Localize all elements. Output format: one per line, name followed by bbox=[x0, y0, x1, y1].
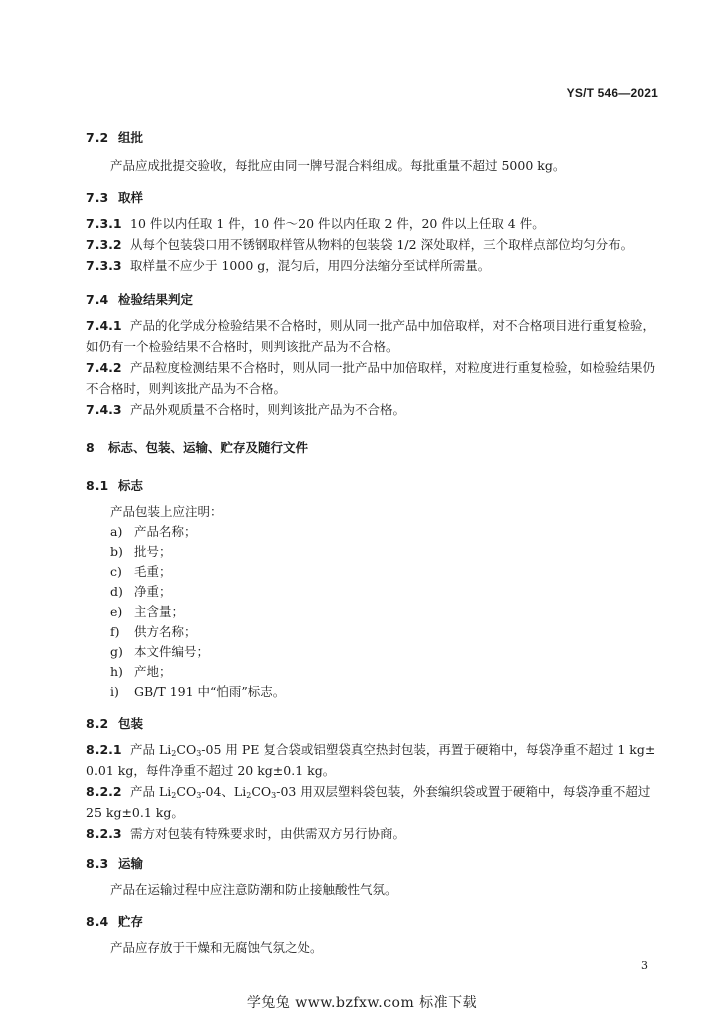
list-text: 批号； bbox=[134, 544, 172, 559]
list-marker: i) bbox=[110, 684, 119, 699]
heading-title: 贮存 bbox=[118, 914, 144, 929]
clause-7-4-1-cont: 如仍有一个检验结果不合格时，则判该批产品为不合格。 bbox=[86, 339, 399, 354]
list-marker: b) bbox=[110, 544, 123, 559]
heading-number: 8.1 bbox=[86, 478, 109, 493]
list-text: 供方名称； bbox=[134, 624, 197, 639]
list-item bbox=[110, 522, 197, 542]
page-number: 3 bbox=[641, 959, 648, 972]
paragraph-8-3: 产品在运输过程中应注意防潮和防止接触酸性气氛。 bbox=[110, 882, 398, 897]
clause-number: 7.4.2 bbox=[86, 360, 122, 375]
heading-8-1 bbox=[86, 476, 143, 494]
list-text: 净重； bbox=[134, 584, 172, 599]
heading-number: 8.2 bbox=[86, 716, 109, 731]
clause-7-4-2-cont: 不合格时，则判该批产品为不合格。 bbox=[86, 381, 287, 396]
subscript: 2 bbox=[171, 791, 177, 800]
clause-number: 7.4.3 bbox=[86, 402, 122, 417]
heading-number: 8.3 bbox=[86, 856, 109, 871]
list-item bbox=[110, 622, 197, 642]
list-marker: e) bbox=[110, 604, 123, 619]
clause-text: CO bbox=[176, 784, 197, 799]
subscript: 3 bbox=[196, 791, 202, 800]
clause-number: 7.3.3 bbox=[86, 258, 122, 273]
heading-title: 组批 bbox=[118, 130, 144, 145]
list-text: 毛重； bbox=[134, 564, 172, 579]
heading-title: 标志 bbox=[118, 478, 144, 493]
clause-text: CO bbox=[251, 784, 272, 799]
clause-number: 8.2.1 bbox=[86, 742, 122, 757]
paragraph-7-2: 产品应成批提交验收，每批应由同一牌号混合料组成。每批重量不超过 5000 kg。 bbox=[110, 158, 566, 173]
list-text: GB/T 191 中“怕雨”标志。 bbox=[134, 684, 286, 699]
list-marker: a) bbox=[110, 524, 123, 539]
clause-text: 10 件以内任取 1 件，10 件～20 件以内任取 2 件，20 件以上任取 4 件。 bbox=[130, 216, 545, 231]
clause-number: 8.2.2 bbox=[86, 784, 122, 799]
clause-7-4-2 bbox=[86, 358, 655, 378]
list-marker: c) bbox=[110, 564, 122, 579]
subscript: 2 bbox=[246, 791, 252, 800]
list-item bbox=[110, 602, 184, 622]
clause-8-2-2-cont: 25 kg±0.1 kg。 bbox=[86, 805, 184, 820]
clause-text: -04、Li bbox=[201, 784, 247, 799]
clause-8-2-3 bbox=[86, 824, 405, 844]
subscript: 3 bbox=[271, 791, 277, 800]
clause-text: CO bbox=[176, 742, 197, 757]
list-item bbox=[110, 682, 285, 702]
subscript: 2 bbox=[171, 749, 177, 758]
list-item bbox=[110, 582, 172, 602]
heading-7-4 bbox=[86, 290, 193, 308]
heading-title: 运输 bbox=[118, 856, 144, 871]
clause-text: -03 用双层塑料袋包装，外套编织袋或置于硬箱中，每袋净重不超过 bbox=[276, 784, 651, 799]
heading-number: 8 bbox=[86, 440, 95, 455]
clause-number: 7.3.1 bbox=[86, 216, 122, 231]
clause-text: 需方对包装有特殊要求时，由供需双方另行协商。 bbox=[130, 826, 406, 841]
standard-code: YS/T 546—2021 bbox=[566, 86, 658, 100]
clause-text: 产品粒度检测结果不合格时，则从同一批产品中加倍取样，对粒度进行重复检验，如检验结果仍 bbox=[130, 360, 656, 375]
heading-title: 检验结果判定 bbox=[118, 292, 194, 307]
clause-text: 取样量不应少于 1000 g，混匀后，用四分法缩分至试样所需量。 bbox=[130, 258, 491, 273]
heading-number: 8.4 bbox=[86, 914, 109, 929]
list-item bbox=[110, 662, 172, 682]
heading-8-3 bbox=[86, 854, 143, 872]
heading-7-2 bbox=[86, 128, 143, 146]
list-text: 产地； bbox=[134, 664, 172, 679]
heading-8 bbox=[86, 438, 308, 456]
marking-intro: 产品包装上应注明： bbox=[110, 504, 223, 519]
list-text: 本文件编号； bbox=[134, 644, 210, 659]
heading-number: 7.2 bbox=[86, 130, 109, 145]
list-text: 产品名称； bbox=[134, 524, 197, 539]
list-text: 主含量； bbox=[134, 604, 185, 619]
subscript: 3 bbox=[196, 749, 202, 758]
heading-8-4 bbox=[86, 912, 143, 930]
clause-text: 产品 Li bbox=[130, 742, 172, 757]
list-marker: g) bbox=[110, 644, 123, 659]
clause-8-2-1-cont: 0.01 kg，每件净重不超过 20 kg±0.1 kg。 bbox=[86, 763, 336, 778]
list-marker: d) bbox=[110, 584, 123, 599]
clause-number: 8.2.3 bbox=[86, 826, 122, 841]
clause-number: 7.3.2 bbox=[86, 237, 122, 252]
clause-7-3-3 bbox=[86, 256, 490, 276]
heading-title: 取样 bbox=[118, 190, 144, 205]
clause-7-3-1 bbox=[86, 214, 545, 234]
heading-title: 包装 bbox=[118, 716, 144, 731]
clause-text: 从每个包装袋口用不锈钢取样管从物料的包装袋 1/2 深处取样，三个取样点部位均匀分布。 bbox=[130, 237, 634, 252]
clause-text: 产品的化学成分检验结果不合格时，则从同一批产品中加倍取样，对不合格项目进行重复检验， bbox=[130, 318, 656, 333]
list-item bbox=[110, 562, 172, 582]
list-item bbox=[110, 642, 209, 662]
heading-8-2 bbox=[86, 714, 143, 732]
heading-number: 7.3 bbox=[86, 190, 109, 205]
clause-7-4-1 bbox=[86, 316, 655, 336]
list-marker: f) bbox=[110, 624, 120, 639]
paragraph-8-4: 产品应存放于干燥和无腐蚀气氛之处。 bbox=[110, 940, 323, 955]
clause-text: 产品外观质量不合格时，则判该批产品为不合格。 bbox=[130, 402, 406, 417]
clause-number: 7.4.1 bbox=[86, 318, 122, 333]
clause-text: -05 用 PE 复合袋或铝塑袋真空热封包装，再置于硬箱中，每袋净重不超过 1 kg± bbox=[201, 742, 656, 757]
list-item bbox=[110, 542, 172, 562]
heading-title: 标志、包装、运输、贮存及随行文件 bbox=[108, 440, 309, 455]
clause-7-4-3 bbox=[86, 400, 405, 420]
heading-number: 7.4 bbox=[86, 292, 109, 307]
clause-text: 产品 Li bbox=[130, 784, 172, 799]
clause-7-3-2 bbox=[86, 235, 633, 255]
heading-7-3 bbox=[86, 188, 143, 206]
watermark-footer: 学兔兔 www.bzfxw.com 标准下载 bbox=[246, 995, 478, 1011]
list-marker: h) bbox=[110, 664, 123, 679]
